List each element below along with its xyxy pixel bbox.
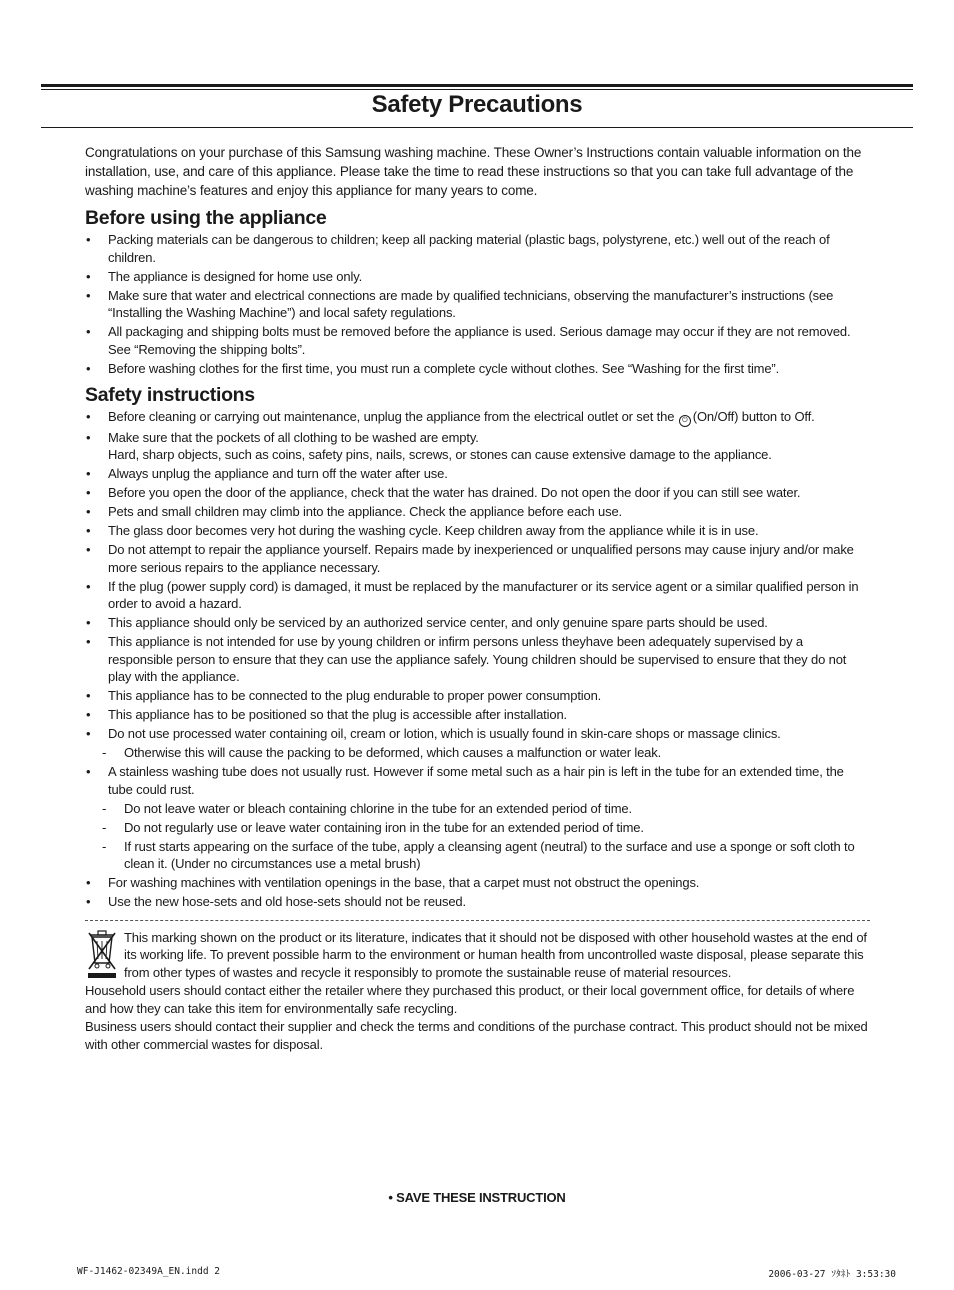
save-instructions-note: • SAVE THESE INSTRUCTION [388,1190,566,1205]
list-item-line: • Make sure that the pockets of all clothing to be washed are empty. [108,429,479,445]
list-item [85,429,870,464]
list-item-text: Before cleaning or carrying out maintenance, unplug the appliance from the electrical outlet or set the [108,409,675,424]
list-item-text: (On/Off) button to Off. [692,409,815,424]
list-item-line: Hard, sharp objects, such as coins, safety pins, nails, screws, or stones can cause extensive damage to the appliance. [108,447,772,462]
list-item: • This appliance is not intended for use by young children or infirm persons unless theyhave been adequately supervised by a responsible person to ensure that they can use the appliance safely. Young children should be supervised to ensure that they do not play with the appliance. [85,633,870,686]
main-content [85,143,870,1053]
sub-list-item: - Do not leave water or bleach containing chlorine in the tube for an extended period of time. [85,800,870,818]
safety-instructions-list [85,408,870,911]
list-item: • Use the new hose-sets and old hose-sets should not be reused. [85,893,870,911]
dashed-divider [85,920,870,921]
list-item: • Before you open the door of the appliance, check that the water has drained. Do not open the door if you can still see water. [85,484,870,502]
title-top-thin-rule [41,89,913,90]
sub-list-item: - Do not regularly use or leave water containing iron in the tube for an extended period of time. [85,819,870,837]
list-item: • If the plug (power supply cord) is damaged, it must be replaced by the manufacturer or its service agent or a similar qualified person in order to avoid a hazard. [85,578,870,613]
list-item [85,408,870,427]
disposal-marking-text: This marking shown on the product or its literature, indicates that it should not be disposed with other household wastes at the end of its working life. To prevent possible harm to the environment or human health from uncontrolled waste disposal, please separate this from other types of wastes and recycle it responsibly to promote the sustainable reuse of material resources. [124,929,867,980]
disposal-marking-paragraph [85,929,870,982]
list-item: • A stainless washing tube does not usually rust. However if some metal such as a hair pin is left in the tube for an extended time, the tube could rust. [85,763,870,798]
list-item: • This appliance should only be serviced by an authorized service center, and only genuine spare parts should be used. [85,614,870,632]
list-item: • This appliance has to be connected to the plug endurable to proper power consumption. [85,687,870,705]
page-title: Safety Precautions [371,91,583,118]
list-item: • Pets and small children may climb into the appliance. Check the appliance before each use. [85,503,870,521]
household-users-paragraph: Household users should contact either the retailer where they purchased this product, or their local government office, for details of where and how they can take this item for environmentally safe recycling. [85,983,855,1016]
list-item: • For washing machines with ventilation openings in the base, that a carpet must not obstruct the openings. [85,874,870,892]
list-item: • Make sure that water and electrical connections are made by qualified technicians, observing the manufacturer’s instructions (see “Installing the Washing Machine”) and local safety regulations. [85,287,870,322]
list-item: • The appliance is designed for home use only. [85,268,870,286]
intro-paragraph: Congratulations on your purchase of this Samsung washing machine. These Owner’s Instructions contain valuable information on the installation, use, and care of this appliance. Please take the time to read these instructions so that you can take full advantage of the washing machine’s features and enjoy this appliance for many years to come. [85,145,862,198]
safety-instructions-heading: Safety instructions [85,384,255,406]
power-icon: ⏻ [679,415,691,427]
before-using-list [85,231,870,377]
list-item: • The glass door becomes very hot during the washing cycle. Keep children away from the appliance while it is in use. [85,522,870,540]
list-item: • Before washing clothes for the first time, you must run a complete cycle without clothes. See “Washing for the first time”. [85,360,870,378]
list-item: • All packaging and shipping bolts must be removed before the appliance is used. Serious damage may occur if they are not removed. See “Removing the shipping bolts”. [85,323,870,358]
before-using-heading: Before using the appliance [85,207,327,229]
footer-filename: WF-J1462-02349A_EN.indd 2 [77,1266,220,1277]
list-item: • Packing materials can be dangerous to children; keep all packing material (plastic bags, polystyrene, etc.) well out of the reach of children. [85,231,870,266]
title-bottom-rule [41,127,913,128]
list-item: • This appliance has to be positioned so that the plug is accessible after installation. [85,706,870,724]
footer-timestamp: 2006-03-27 ｿﾀﾈﾄ 3:53:30 [768,1269,896,1280]
business-users-paragraph: Business users should contact their supplier and check the terms and conditions of the purchase contract. This product should not be mixed with other commercial wastes for disposal. [85,1019,868,1052]
sub-list-item: - If rust starts appearing on the surface of the tube, apply a cleansing agent (neutral) to the surface and use a sponge or soft cloth to clean it. (Under no circumstances use a metal brush) [85,838,870,873]
list-item: • Do not use processed water containing oil, cream or lotion, which is usually found in skin-care shops or massage clinics. [85,725,870,743]
title-top-rule [41,84,913,87]
list-item: • Always unplug the appliance and turn off the water after use. [85,465,870,483]
crossed-bin-icon [85,929,119,979]
list-item: • Do not attempt to repair the appliance yourself. Repairs made by inexperienced or unqualified persons may cause injury and/or make more serious repairs to the appliance necessary. [85,541,870,576]
sub-list-item: - Otherwise this will cause the packing to be deformed, which causes a malfunction or water leak. [85,744,870,762]
